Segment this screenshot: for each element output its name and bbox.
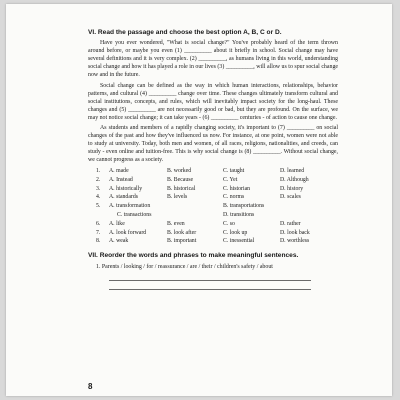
text-run: Social change can be defined as the way in which human interactions, relationships, behavior patterns, and cultural (4) bbox=[88, 82, 338, 97]
question-number: 8. bbox=[96, 238, 101, 245]
reorder-question-1: 1. Parents / looking / for / reassurance / are / their / children's safety / about bbox=[96, 264, 273, 271]
option-d: D. learned bbox=[280, 168, 305, 174]
blank-3: __________ bbox=[225, 64, 254, 70]
option-d: D. scales bbox=[280, 194, 301, 201]
option-b: B. look after bbox=[167, 229, 197, 236]
blank-1: __________ bbox=[184, 48, 212, 54]
option-a: A. look forward bbox=[109, 229, 147, 236]
option-a: A. like bbox=[109, 220, 125, 227]
option-a: A. Instead bbox=[109, 176, 133, 183]
question-number: 2. bbox=[96, 176, 101, 183]
option-d: D. rather bbox=[280, 220, 301, 227]
option-d: D. look back bbox=[280, 229, 310, 236]
option-row bbox=[96, 202, 330, 211]
option-c: C. norms bbox=[223, 194, 245, 201]
option-row bbox=[96, 176, 330, 185]
option-row bbox=[96, 185, 330, 194]
option-a: A. made bbox=[109, 168, 129, 174]
option-b: B. transportations bbox=[223, 203, 265, 210]
option-row bbox=[96, 211, 330, 220]
option-c: C. look up bbox=[223, 229, 248, 236]
option-row bbox=[96, 167, 330, 176]
option-d: D. history bbox=[280, 185, 304, 192]
text-run: about it briefly in school. Social change may have several definitions and it is very complex. (2) bbox=[88, 48, 338, 62]
option-b: B. levels bbox=[167, 194, 188, 201]
page-number: 8 bbox=[88, 382, 93, 391]
blank-5: __________ bbox=[128, 106, 156, 113]
passage-paragraph-2 bbox=[88, 82, 338, 122]
text-run: , as humans living in this world, understanding social change and how it has played a role in our lives (3) bbox=[88, 56, 338, 70]
blank-6: __________ bbox=[210, 114, 239, 121]
question-number: 4. bbox=[96, 194, 101, 201]
option-b: B. important bbox=[167, 238, 197, 245]
answer-line[interactable] bbox=[109, 271, 311, 281]
option-a: A. standards bbox=[109, 194, 138, 201]
option-a: A. transformation bbox=[109, 203, 151, 210]
page-content bbox=[88, 28, 338, 290]
question-number: 5. bbox=[96, 203, 101, 210]
option-d: D. worthless bbox=[280, 238, 310, 245]
text-run: . Without social change, we cannot progress as a society. bbox=[88, 149, 338, 163]
text-run: change over time. These changes ultimately transform cultural and social institutions, concepts, and rules, which will inevitably impact society for the long-haul. These changes and (5) bbox=[88, 90, 338, 113]
workbook-page bbox=[6, 4, 392, 396]
option-row bbox=[96, 229, 330, 238]
option-row bbox=[96, 193, 330, 202]
passage-paragraph-1 bbox=[88, 39, 338, 79]
text-run: are not necessarily good or bad, but they are profound. On the surface, we may not notice social change; it can take years - (6) bbox=[88, 106, 339, 121]
option-row bbox=[96, 220, 330, 229]
option-b: B. worked bbox=[167, 168, 192, 174]
section-7-title: VII. Reorder the words and phrases to make meaningful sentences. bbox=[88, 252, 299, 260]
option-c: C. Yet bbox=[223, 176, 238, 183]
option-b: B. Because bbox=[167, 176, 194, 183]
section-6-title: VI. Read the passage and choose the best option A, B, C or D. bbox=[88, 29, 282, 36]
option-b: B. even bbox=[167, 220, 185, 227]
option-d: D. transitions bbox=[223, 211, 255, 218]
option-a: A. historically bbox=[109, 185, 143, 192]
option-c: C. historian bbox=[223, 185, 251, 192]
blank-8: __________ bbox=[253, 149, 281, 155]
answer-line[interactable] bbox=[109, 281, 311, 291]
text-run: As students and members of a rapidly changing society, it's important to (7) bbox=[100, 125, 287, 131]
option-a: A. weak bbox=[109, 238, 129, 245]
blank-4: __________ bbox=[148, 90, 177, 97]
question-number: 3. bbox=[96, 185, 101, 192]
option-row bbox=[96, 237, 330, 246]
text-run: Have you ever wondered, "What is social change?" You've probably heard of the term thrown around before, or maybe you even (1) bbox=[88, 40, 338, 54]
options-table bbox=[96, 167, 330, 246]
blank-7: __________ bbox=[286, 125, 315, 131]
option-c: C. taught bbox=[223, 168, 245, 174]
option-c: C. inessential bbox=[223, 238, 255, 245]
question-number: 1. bbox=[96, 168, 101, 174]
option-c: C. transactions bbox=[117, 211, 152, 218]
question-number: 7. bbox=[96, 229, 101, 236]
option-b: B. historical bbox=[167, 185, 196, 192]
question-number: 6. bbox=[96, 220, 101, 227]
text-run: centuries - of action to cause one change. bbox=[238, 114, 337, 121]
option-d: D. Although bbox=[280, 176, 309, 183]
text-run: , will allow us to spur social change now and in the future. bbox=[88, 64, 338, 78]
passage-paragraph-3 bbox=[88, 124, 338, 164]
text-run: on social changes of the past and how they've influenced us now. For instance, at one point, women were not able to study at university. Today, both men and women, of all races, religions, nationalities, and creeds, can study - even online and tuition-free. This is why social change is (8) bbox=[88, 125, 338, 155]
option-c: C. so bbox=[223, 220, 235, 227]
blank-2: __________ bbox=[198, 56, 226, 62]
question-number bbox=[96, 211, 109, 220]
